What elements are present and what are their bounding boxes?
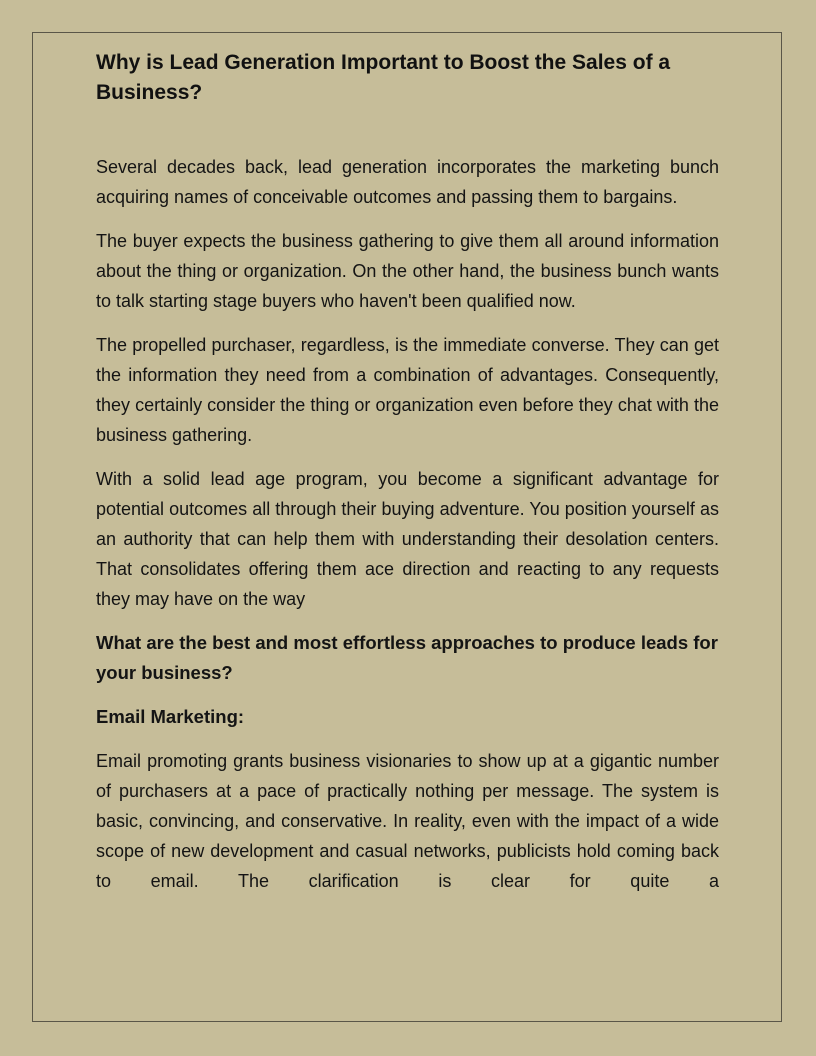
section-heading-best-approaches: What are the best and most effortless approaches to produce leads for your business?: [96, 632, 718, 683]
paragraph-propelled-purchaser: The propelled purchaser, regardless, is the immediate converse. They can get the information they need from a combination of advantages. Consequently, they certainly consider the thing or organization even before they chat with the business gathering.: [96, 335, 719, 445]
subsection-heading-email-marketing: Email Marketing:: [96, 706, 245, 727]
document-content: [96, 48, 719, 910]
document-title: Why is Lead Generation Important to Boost the Sales of a Business?: [96, 51, 671, 104]
document-body: [96, 152, 719, 896]
paragraph-buyer-expectations: The buyer expects the business gathering to give them all around information about the thing or organization. On the other hand, the business bunch wants to talk starting stage buyers who haven't been qualified now.: [96, 231, 719, 311]
paragraph-lead-generation-history: Several decades back, lead generation incorporates the marketing bunch acquiring names of conceivable outcomes and passing them to bargains.: [96, 157, 719, 207]
paragraph-lead-age-program: With a solid lead age program, you become a significant advantage for potential outcomes all through their buying adventure. You position yourself as an authority that can help them with understanding their desolation centers. That consolidates offering them ace direction and reacting to any requests they may have on the way: [96, 469, 719, 609]
paragraph-email-marketing: Email promoting grants business visionaries to show up at a gigantic number of purchasers at a pace of practically nothing per message. The system is basic, convincing, and conservative. In reality, even with the impact of a wide scope of new development and casual networks, publicists hold coming back to email. The clarification is clear for quite a: [96, 751, 719, 891]
